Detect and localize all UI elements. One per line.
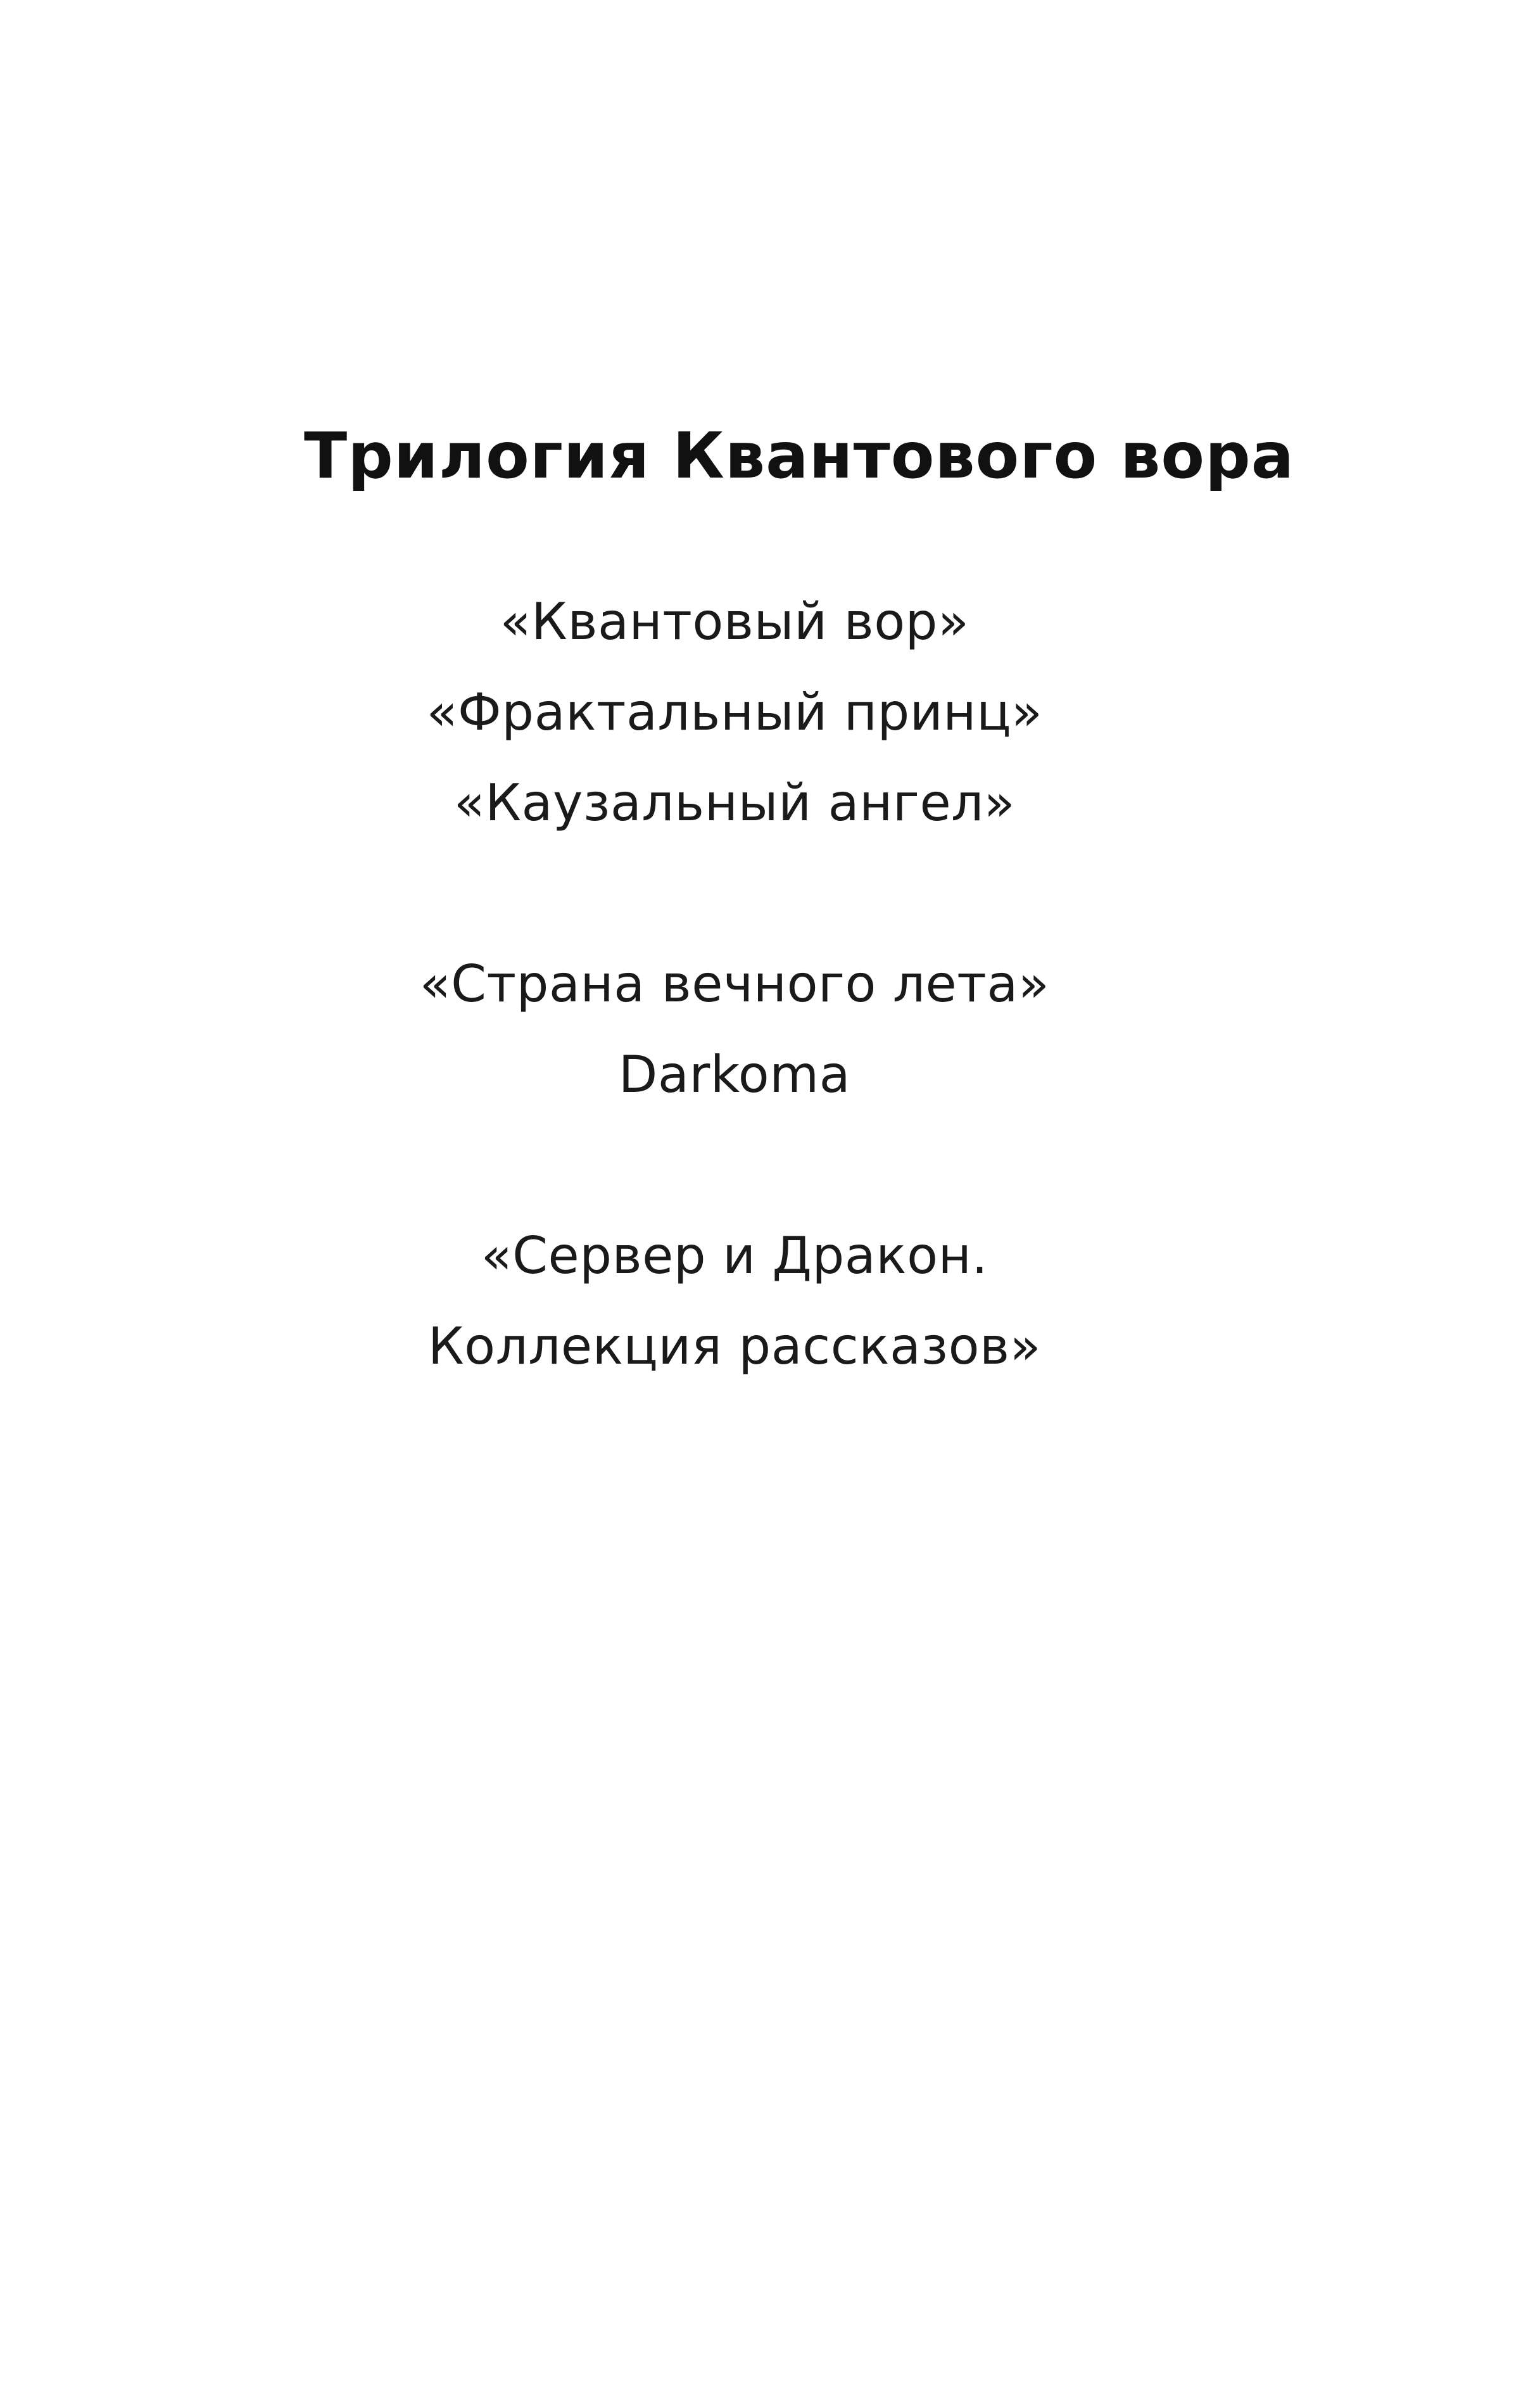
group-spacer <box>0 848 1469 939</box>
book-title-server-dragon-line1: «Сервер и Дракон. <box>481 1226 988 1285</box>
group-spacer <box>0 1120 1469 1210</box>
book-title-darkoma: Darkoma <box>618 1045 851 1104</box>
book-title-server-dragon-line2: Коллекция рассказов» <box>427 1317 1042 1376</box>
series-heading: Трилогия Квантового вора <box>304 419 1295 493</box>
book-title-causal-angel: «Каузальный ангел» <box>453 773 1016 832</box>
book-title-fractal-prince: «Фрактальный принц» <box>426 683 1043 742</box>
bibliography-list <box>0 576 1469 1392</box>
book-title-quantum-thief: «Квантовый вор» <box>500 592 969 651</box>
book-title-summerland: «Страна вечного лета» <box>419 954 1050 1013</box>
